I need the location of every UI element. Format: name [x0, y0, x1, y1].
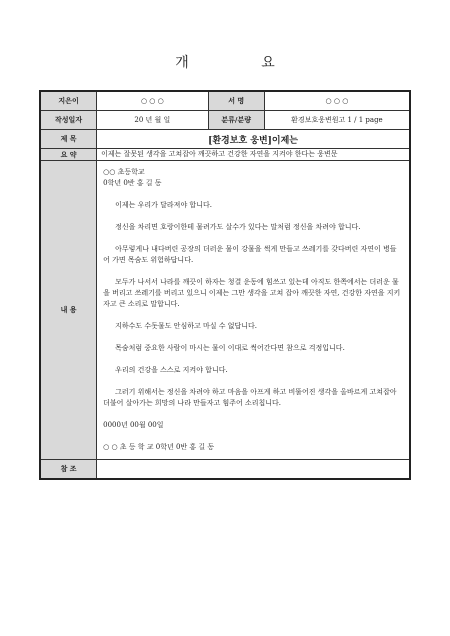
content-signature: ○ ○ 초 등 학 교 0학년 0반 홍 길 동 — [103, 443, 215, 451]
category-value[interactable]: 환경보호웅변원고 1 / 1 page — [264, 111, 410, 130]
date-row — [40, 111, 410, 130]
content-row — [40, 161, 410, 460]
content-school: ○○ 초등학교 — [103, 168, 145, 176]
reference-label: 참 조 — [40, 460, 97, 480]
date-label: 작성일자 — [40, 111, 97, 130]
summary-row — [40, 149, 410, 161]
signature-label: 서 명 — [208, 91, 264, 111]
content-paragraph: 그러기 위해서는 정신을 차려야 하고 마음을 아프게 하고 비뚤어진 생각을 올바르게 고쳐잡아 더불어 살아가는 희망의 나라 만들자고 힘주어 소리칩니다. — [103, 388, 397, 407]
content-paragraph: 아무렇게나 내다버린 공장의 더러운 물이 강물을 썩게 만들고 쓰레기를 갖다버린 자연이 병들어 가면 목숨도 위험하답니다. — [103, 245, 397, 264]
content-student: 0학년 0반 홍 길 동 — [103, 179, 162, 187]
content-paragraph: 지하수도 수돗물도 안심하고 마실 수 없답니다. — [115, 322, 257, 330]
content-date: 0000년 00월 00일 — [103, 421, 164, 429]
content-paragraph: 우리의 건강을 스스로 지켜야 합니다. — [115, 366, 228, 374]
subject-value[interactable]: [환경보호 웅변]이제는 — [97, 130, 410, 149]
summary-form — [39, 90, 411, 480]
author-label: 지은이 — [40, 91, 97, 111]
subject-label: 제 목 — [40, 130, 97, 149]
content-paragraph: 목숨처럼 중요한 사람이 마시는 물이 이대로 썩어간다면 참으로 걱정입니다. — [115, 344, 345, 352]
subject-row — [40, 130, 410, 149]
content-paragraph: 모두가 나서서 나라를 깨끗이 하자는 청결 운동에 힘쓰고 있는데 아직도 한쪽에서는 더러운 물을 버리고 쓰레기를 버리고 있으니 이제는 그만 생각을 고쳐 잡아 깨끗한 자연, 건강한 자연을 지키자고 큰 소리로 말합니다. — [103, 278, 401, 308]
summary-label: 요 약 — [40, 149, 97, 161]
content-body[interactable] — [97, 161, 410, 460]
content-paragraph: 정신을 차리면 호랑이한테 물려가도 살수가 있다는 말처럼 정신을 차려야 합니다. — [115, 223, 361, 231]
summary-value[interactable]: 이제는 잘못된 생각을 고쳐잡아 깨끗하고 건강한 자연을 지켜야 한다는 웅변문 — [97, 149, 410, 161]
category-label: 분류/분량 — [208, 111, 264, 130]
reference-value[interactable] — [97, 460, 410, 480]
date-value[interactable]: 20 년 월 일 — [97, 111, 208, 130]
signature-value[interactable]: ○ ○ ○ — [264, 91, 410, 111]
author-row — [40, 91, 410, 111]
page-title: 개 요 — [175, 55, 309, 71]
content-label: 내 용 — [40, 161, 97, 460]
content-paragraph: 이제는 우리가 달라져야 합니다. — [115, 201, 212, 209]
reference-row — [40, 460, 410, 480]
author-value[interactable]: ○ ○ ○ — [97, 91, 208, 111]
